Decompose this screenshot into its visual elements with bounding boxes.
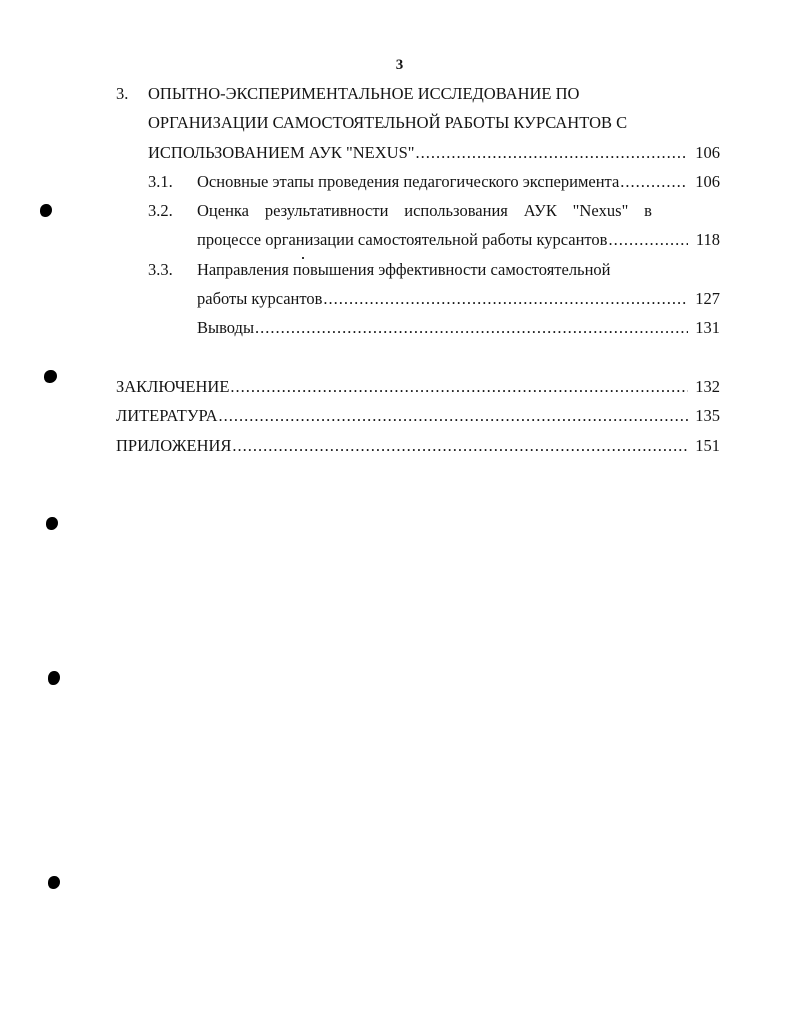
conclusions-page: 131 (695, 318, 720, 337)
punch-hole (44, 370, 57, 383)
chapter-number: 3. (116, 84, 129, 103)
chapter-title-line1: ОПЫТНО-ЭКСПЕРИМЕНТАЛЬНОЕ ИССЛЕДОВАНИЕ ПО (148, 84, 580, 103)
chapter-title-line2: ОРГАНИЗАЦИИ САМОСТОЯТЕЛЬНОЙ РАБОТЫ КУРСАНТОВ С (148, 113, 628, 132)
word: "Nexus" (572, 201, 629, 220)
word: АУК (523, 201, 557, 220)
word: использования (404, 201, 508, 220)
zaklyuchenie-label: ЗАКЛЮЧЕНИЕ (116, 377, 230, 396)
leader-dots (608, 230, 688, 250)
literatura-page: 135 (695, 406, 720, 425)
word: Оценка (197, 201, 249, 220)
toc-entry-section-3-2[interactable] (197, 230, 720, 250)
section-3-1-page: 106 (695, 172, 720, 191)
leader-dots (230, 377, 688, 397)
section-3-3-title-line1: Направления повышения эффективности самостоятельной (197, 260, 611, 279)
section-3-3-page: 127 (695, 289, 720, 308)
chapter-page: 106 (695, 143, 720, 162)
leader-dots (232, 436, 688, 456)
literatura-label: ЛИТЕРАТУРА (116, 406, 218, 425)
word: в (644, 201, 652, 220)
prilozheniya-page: 151 (695, 436, 720, 455)
punch-hole (46, 517, 58, 530)
toc-entry-conclusions[interactable] (197, 318, 720, 338)
leader-dots (620, 172, 688, 192)
section-number-3-2: 3.2. (148, 201, 173, 220)
toc-entry-zaklyuchenie[interactable] (116, 377, 720, 397)
toc-entry-prilozheniya[interactable] (116, 436, 720, 456)
prilozheniya-label: ПРИЛОЖЕНИЯ (116, 436, 232, 455)
leader-dots (255, 318, 688, 338)
section-3-2-page: 118 (695, 230, 720, 249)
punch-hole (48, 876, 60, 889)
page-number: 3 (395, 57, 404, 73)
zaklyuchenie-page: 132 (695, 377, 720, 396)
chapter-title-line3: ИСПОЛЬЗОВАНИЕМ АУК "NEXUS" (148, 143, 415, 162)
section-3-2-title-line1 (197, 201, 652, 221)
leader-dots (416, 143, 689, 163)
leader-dots (323, 289, 688, 309)
conclusions-label: Выводы (197, 318, 255, 337)
word: результативности (264, 201, 389, 220)
toc-entry-section-3-1[interactable] (197, 172, 720, 192)
punch-hole (40, 204, 52, 217)
leader-dots (219, 406, 688, 426)
toc-entry-literatura[interactable] (116, 406, 720, 426)
section-number-3-1: 3.1. (148, 172, 173, 191)
punch-hole (48, 671, 60, 685)
toc-entry-chapter-3[interactable] (148, 143, 720, 163)
section-3-2-title-line2: процессе организации самостоятельной работы курсантов (197, 230, 608, 249)
section-3-3-title-line2: работы курсантов (197, 289, 323, 308)
section-number-3-3: 3.3. (148, 260, 173, 279)
section-3-1-title: Основные этапы проведения педагогического эксперимента (197, 172, 620, 191)
scan-speck (302, 257, 304, 259)
toc-entry-section-3-3[interactable] (197, 289, 720, 309)
